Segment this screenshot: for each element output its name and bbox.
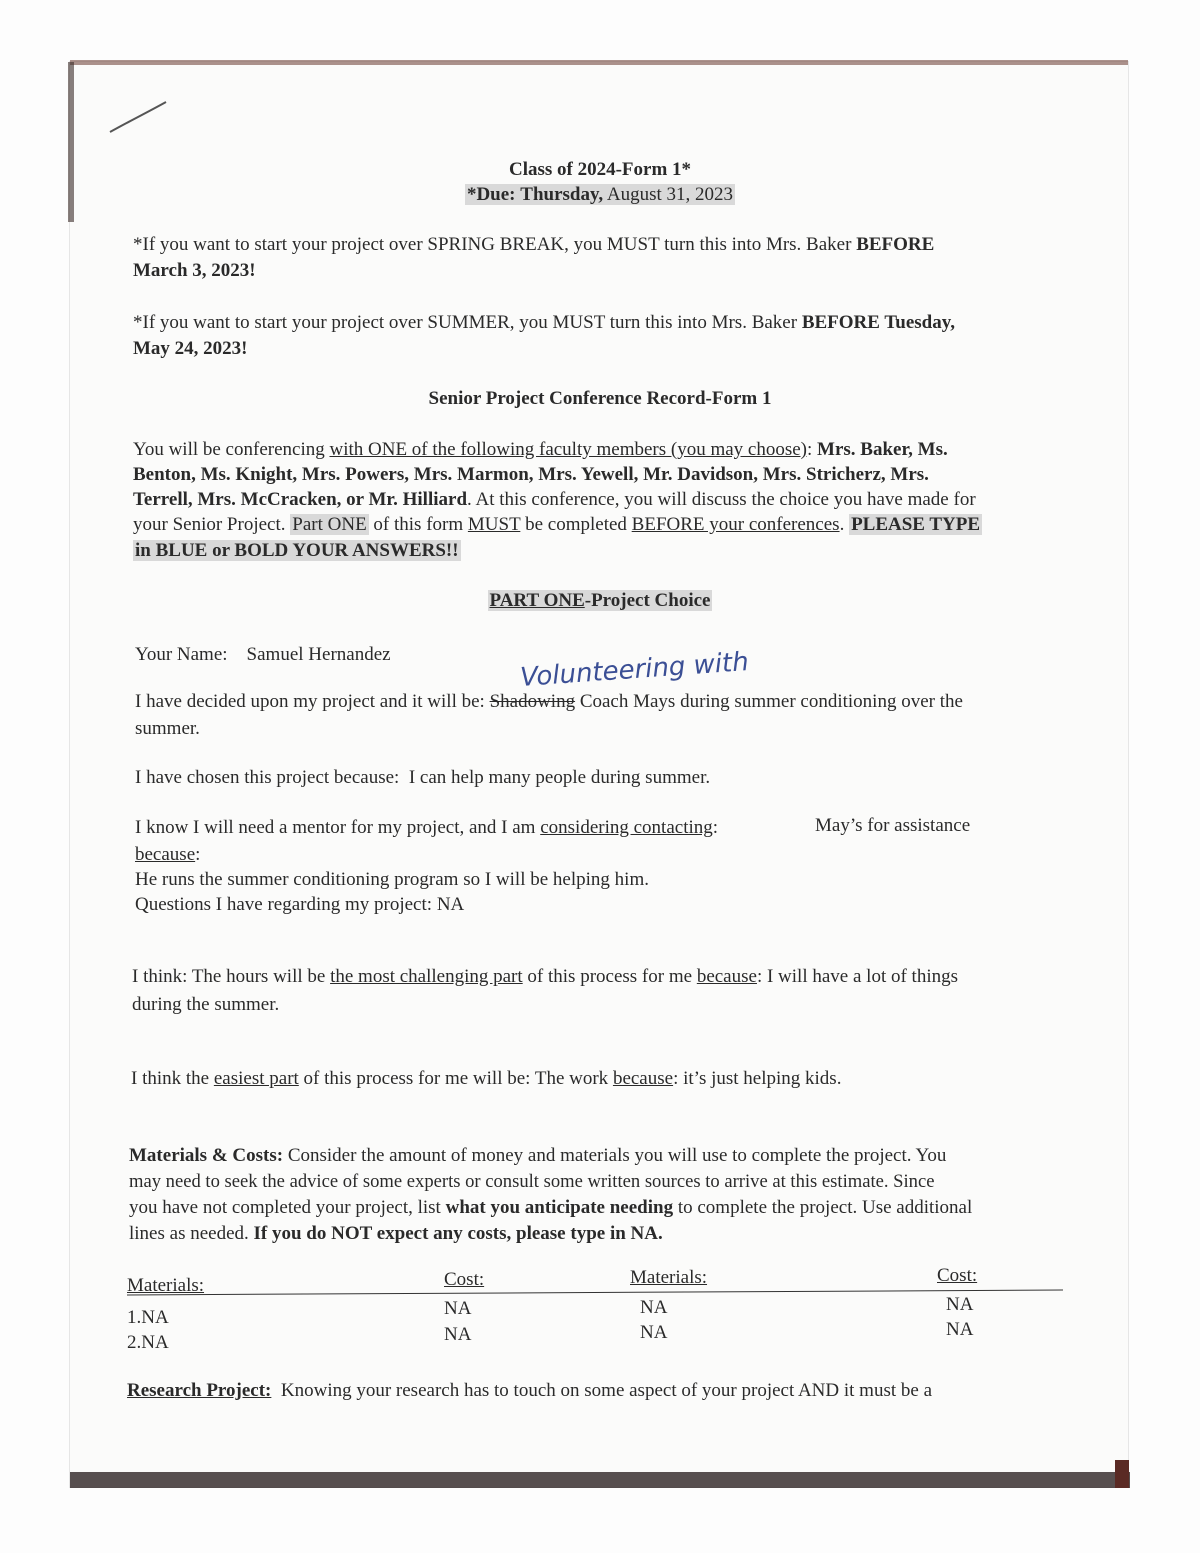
materials-intro: lines as needed. If you do NOT expect any costs, please type in NA. [129,1223,663,1244]
cost-column-header: Cost: [444,1269,485,1290]
materials-intro: Materials & Costs: Consider the amount of money and materials you will use to complete the project. You [129,1145,947,1166]
challenge-value-cont: during the summer. [132,994,280,1015]
spring-break-notice: *If you want to start your project over SPRING BREAK, you MUST turn this into Mrs. Baker BEFORE [133,234,935,255]
project-value-cont: summer. [135,718,200,739]
name-field: Your Name: Samuel Hernandez [135,644,391,665]
pen-mark-icon [108,100,170,136]
table-cell[interactable]: NA [640,1322,668,1343]
section-heading: Senior Project Conference Record-Form 1 [428,388,772,409]
table-cell[interactable]: NA [444,1298,472,1319]
paper-edge [1115,1460,1129,1488]
materials-intro: may need to seek the advice of some experts or consult some written sources to arrive at this estimate. Since [129,1171,935,1192]
because-label: because: [135,844,201,865]
cost-column-header: Cost: [937,1265,978,1286]
table-cell[interactable]: NA [444,1324,472,1345]
table-cell[interactable]: 2.NA [127,1332,169,1353]
materials-column-header: Materials: [127,1275,205,1296]
due-date: *Due: Thursday, August 31, 2023 [466,184,734,205]
paper-edge [70,60,1128,65]
paper-edge [70,1472,1130,1488]
project-field: I have decided upon my project and it will be: Shadowing Coach Mays during summer conditioning over the [135,691,963,712]
materials-column-header: Materials: [630,1267,708,1288]
form-title: Class of 2024-Form 1* [508,159,692,180]
easiest-field: I think the easiest part of this process for me will be: The work because: it’s just helping kids. [131,1068,842,1089]
part-one-heading: PART ONE-Project Choice [489,590,711,611]
spring-break-deadline: March 3, 2023! [133,260,256,281]
conference-intro: You will be conferencing with ONE of the following faculty members (you may choose): Mrs. Baker, Ms. [133,439,948,460]
table-cell[interactable]: 1.NA [127,1307,169,1328]
challenge-field: I think: The hours will be the most challenging part of this process for me because: I will have a lot of things [132,966,959,987]
mentor-value[interactable]: May’s for assistance [815,815,971,836]
table-cell[interactable]: NA [946,1294,974,1315]
questions-value[interactable]: NA [436,894,465,915]
name-value[interactable]: Samuel Hernandez [246,644,391,665]
materials-intro: you have not completed your project, list what you anticipate needing to complete the project. Use additional [129,1197,973,1218]
type-instruction: in BLUE or BOLD YOUR ANSWERS!! [135,540,459,561]
project-value[interactable]: Coach Mays during summer conditioning over the [579,691,963,712]
summer-deadline: May 24, 2023! [133,338,248,359]
reason-field: I have chosen this project because: I can help many people during summer. [135,767,711,788]
faculty-list-end: Terrell, Mrs. McCracken, or Mr. Hilliard. At this conference, you will discuss the choice you have made for [133,489,976,510]
summer-notice: *If you want to start your project over SUMMER, you MUST turn this into Mrs. Baker BEFORE Tuesday, [133,312,955,333]
mentor-field: I know I will need a mentor for my project, and I am considering contacting: [135,817,719,838]
handwritten-correction: Volunteering with [519,647,750,693]
reason-value[interactable]: I can help many people during summer. [408,767,711,788]
conference-instructions: your Senior Project. Part ONE of this form MUST be completed BEFORE your conferences. PLEASE TYPE [133,514,981,535]
faculty-list: Benton, Ms. Knight, Mrs. Powers, Mrs. Marmon, Mrs. Yewell, Mr. Davidson, Mrs. Stricherz, Mrs. [133,464,929,485]
questions-field: Questions I have regarding my project: NA [135,894,465,915]
table-cell[interactable]: NA [640,1297,668,1318]
because-value[interactable]: He runs the summer conditioning program so I will be helping him. [135,869,649,890]
research-field: Research Project: Knowing your research has to touch on some aspect of your project AND it must be a [127,1380,932,1401]
table-cell[interactable]: NA [946,1319,974,1340]
